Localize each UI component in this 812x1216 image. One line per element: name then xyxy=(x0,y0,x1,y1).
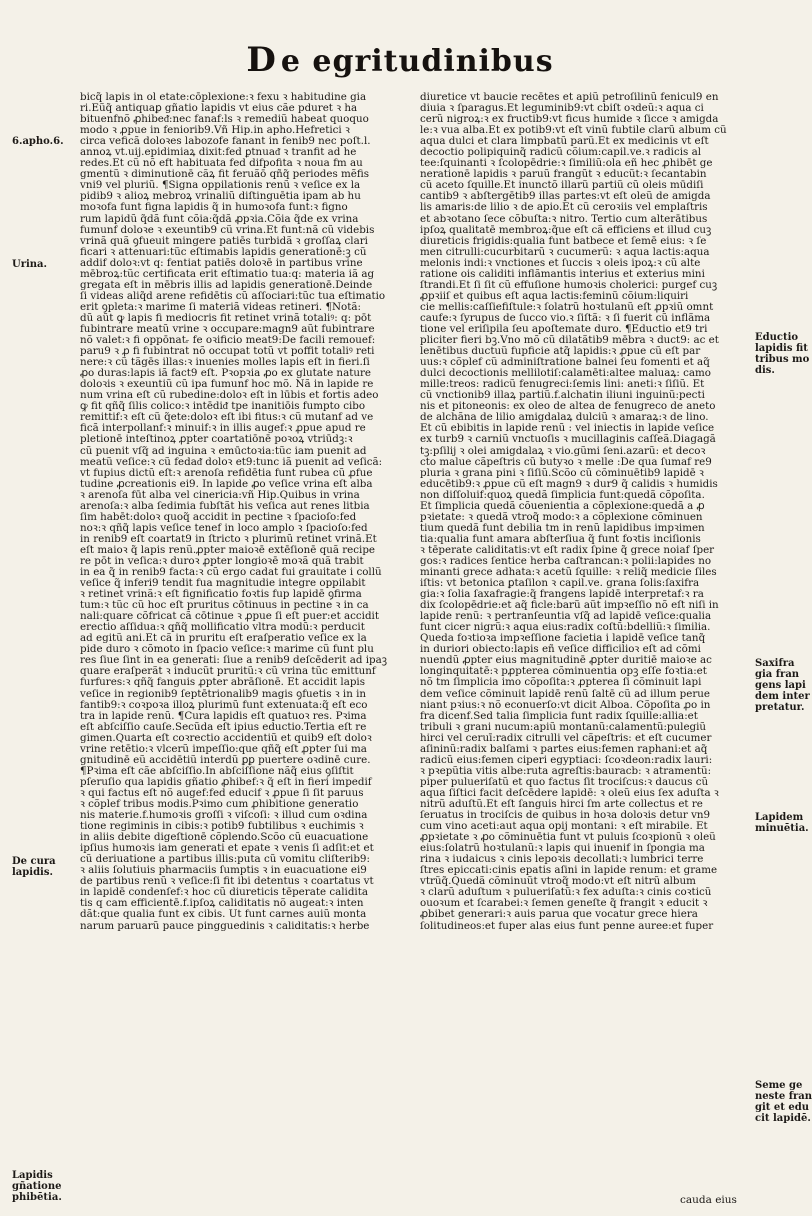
text-line: aqua ſiſtici facit deſcēdere lapidē: ꝛ oleũ eius ſex aduſta ꝛ xyxy=(420,786,719,799)
margin-note-semen xyxy=(755,1080,812,1124)
text-line: nis materie.f.humoꝛis groſſi ꝛ viſcoſi: ꝛ illud cum oꝛdina xyxy=(80,809,368,822)
text-line: ratione ois caliditi inflãmantis interius et exterius mini xyxy=(420,267,705,280)
text-line: tium quedã funt debilia tm in renũ lapidibus impꝛimen xyxy=(420,521,705,534)
text-line: ꝓo duras:lapis iã fact9 eſt. Pꝛopꝛia ꝓo ex glutate nature xyxy=(80,367,371,380)
text-line: circa veficã doloꝛes labozofe fanant in fenib9 nec poſt.l. xyxy=(80,135,371,148)
margin-note-saxifraga-line: Saxifra xyxy=(755,658,795,669)
text-line: nali:quare cõfricat cã cōtinue ꝛ ꝓpue ſi eſt puer:et accidit xyxy=(80,610,379,623)
text-line: diuia ꝛ ſparagus.Et leguminib9:vt cbiſt oꝛdeũ:ꝛ aqua ci xyxy=(420,102,704,115)
margin-note-bottom-line: phibētia. xyxy=(12,1192,62,1203)
text-line: melonis indi:ꝛ vnctiones et ſuccis ꝛ oleis ipoꝝ:ꝛ cũ alte xyxy=(420,256,701,269)
text-line: cũ aceto ſquille.Et inunctõ illarũ partiũ cũ oleis mūdiſi xyxy=(420,179,704,192)
text-line: non diſſoluif:quoꝝ quedã ſimplicia funt:quedã cõpoſita. xyxy=(420,488,705,501)
text-line: in renib9 eſt coartat9 in ſtricto ꝛ plurimũ retinet vrinã.Et xyxy=(80,532,377,545)
text-line: tia:qualia funt amara abſterſiua q̃ funt foꝛtis inciſionis xyxy=(420,532,701,545)
text-line: cto malue cãpeſtris cũ butyꝛo ꝛ melle :De qua ſumaf re9 xyxy=(420,455,712,468)
left-column xyxy=(80,92,420,932)
text-line: tione regiminis in cibis:ꝛ potib9 fubtilibus ꝛ euchimis ꝛ xyxy=(80,820,364,833)
text-line: meatũ veſice:ꝛ cũ fedaᵭ doloꝛ et9:tunc iã puenit ad veſicã: xyxy=(80,455,383,468)
text-line: piper pulueriſatũ et quo factus ſit trociſcus:ꝛ daucus cũ xyxy=(420,775,709,788)
text-line: pꝛietate: ꝛ quedã vtroq̃ modo:ꝛ a cõplexione cõminuen xyxy=(420,510,703,523)
text-line: modo ꝛ ꝓpue in feniorib9.Vñ Hip.in apho.Hefretici ꝛ xyxy=(80,124,350,137)
text-line: lapide renũ: ꝛ pertranſeuntia vſq̃ ad lapidē veſice:qualia xyxy=(420,610,712,623)
margin-note-saxifraga-line: dem inter xyxy=(755,691,810,702)
text-line: diuretice vt baucie recētes et apiũ petroſilinũ fenicul9 en xyxy=(420,91,719,103)
margin-note-bottom-line: gñatione xyxy=(12,1181,62,1192)
text-line: tis q cam efficientē.f.ipſoꝝ caliditatis nõ augeat:ꝛ inten xyxy=(80,897,364,910)
text-line: vt fupius dictũ eſt:ꝛ arenoſa refidētia funt rubea cũ ꝓfue xyxy=(80,466,373,479)
text-line: pſeruſio qua lapidis gñatio ꝓhibef:ꝛ q̃ eſt in fieri impedif xyxy=(80,775,372,788)
text-line: moꝛofa funt figna lapidis q̃ in humoꝛofa funt:ꝛ figno xyxy=(80,201,348,214)
text-line: in lapidē condenſef:ꝛ hoc cũ diureticis tēperate calidita xyxy=(80,886,368,899)
text-line: ꝛ tēperate caliditatis:vt eſt radix ſpine q̃ grece noiaf ſper xyxy=(420,543,715,556)
text-line: men citrulli:cucurbitarũ ꝛ cucumerũ: ꝛ aqua lactis:aqua xyxy=(420,245,710,258)
text-line: doloꝛis ꝛ exeuntiũ cũ ipa fumunf hoc mõ. Nã in lapide re xyxy=(80,378,374,391)
text-line: ficari ꝛ attenuari:tũc eſtimabis lapidis generationē:ꝫ cũ xyxy=(80,245,367,258)
text-line: ¶Pꝛima eſt cãe abſciſſio.In abſciſſione nãq̃ eius ꝯſiſtit xyxy=(80,764,354,777)
text-line: le:ꝛ vua alba.Et ex potib9:vt eſt vinũ fubtile clarũ album cũ xyxy=(420,124,727,137)
text-line: radicũ eius:femen ciperi egyptiaci: ſcoꝛdeon:radix lauri: xyxy=(420,753,713,766)
text-line: dix ſcolopēdrie:et aq̃ ficle:barũ aũt impꝛeſſio nõ eſt niſi in xyxy=(420,599,719,612)
text-line: nere:ꝛ cũ tãgēs illas:ꝛ inuenies molles lapis eſt in fieri.ſi xyxy=(80,356,370,369)
text-line: nitrũ aduſtũ.Et eſt ſanguis hirci ſm arte collectus et re xyxy=(420,798,703,810)
text-line: eſt abſciſſio cauſe.Secũda eſt ipius eductio.Tertia eſt re xyxy=(80,720,367,733)
text-line: ouoꝛum et ſcarabei:ꝛ ſemen geneſte q̃ frangit ꝛ educit ꝛ xyxy=(420,897,708,910)
text-line: gregata eſt in mēbris illis ad lapidis generationē.Deinde xyxy=(80,278,373,291)
text-line: hirci vel ceruī:radix citrulli vel cãpeſtris: et eſt cucumer xyxy=(420,731,712,744)
margin-note-saxifraga-line: pretatur. xyxy=(755,702,805,713)
text-line: ꝓbibet generari:ꝛ auis parua que vocatur grece hiera xyxy=(420,908,698,921)
text-line: pluria ꝛ grana pini ꝛ ſiſiũ.Scõo cũ cõminuētib9 lapidē ꝛ xyxy=(420,466,704,479)
text-line: aqua dulci et clara limpbatũ parũ.Et ex medicinis vt eſt xyxy=(420,135,709,148)
margin-note-eductio-line: dis. xyxy=(755,365,775,376)
text-line: dũ aũt ꝙ lapis fi mediocris fit retinet vrinã totaliꝰ: q: pōt xyxy=(80,311,372,324)
text-line: ſeruatus in trociſcis de quibus in hoꝛa doloꝛis detur vn9 xyxy=(420,809,711,822)
text-line: ipſoꝝ qualitatē membroꝝ:q̃ue eſt cã efficiens et illud cuꝫ xyxy=(420,223,712,236)
text-line: vrinã quã ꝯfueuit mingere patiēs turbidã ꝛ groſſaꝝ clari xyxy=(80,234,368,247)
text-line: re pōt in veſica:ꝛ duroꝛ ꝓpter longioꝛē moꝛã quã trabit xyxy=(80,554,364,567)
text-line: decoctio polipiquinq̃ radicũ cõium:capil.ve.ꝛ radicis al xyxy=(420,146,702,159)
text-line: nuendũ ꝓpter eius magnitudinē ꝓpter duritiē maioꝛe ac xyxy=(420,654,712,667)
text-line: tudine ꝓcreationis ei9. In lapide ꝓo veſice vrina eſt alba xyxy=(80,477,373,490)
catchword: cauda eius xyxy=(680,1194,737,1206)
text-line: ꝛ arenoſa fūt alba vel cinericia:vñ Hip.Quibus in vrina xyxy=(80,488,360,501)
text-line: veſice in regionib9 ſeptētrionalib9 magis ꝯfuetis ꝛ in in xyxy=(80,687,367,700)
text-line: de alchãna de lilio amigdalaꝝ dulciũ ꝛ amaraꝝ:ꝛ de lino. xyxy=(420,411,709,424)
text-line: lis amaris:de lilio ꝛ de apio.Et cũ ceroꝛiis vel emplaſtris xyxy=(420,201,708,214)
text-line: gimen.Quarta eſt coꝛrectio accidentiũ et quib9 eſt doloꝛ xyxy=(80,731,372,744)
text-line: ad egitũ ani.Et cã in pruritu eſt eraſperatio veſice ex la xyxy=(80,632,367,645)
text-line: cũ puenit vſq̃ ad inguina ꝛ emūctoꝛia:tũc iam puenit ad xyxy=(80,444,367,457)
text-line: tee:ſquinanti ꝛ ſcolopēdrie:ꝛ ſimiliũ:ola eñ hec ꝓhibēt ge xyxy=(420,157,713,170)
text-line: iſtis: vt betonica ꝑtaſilon ꝛ capil.ve. grana ſolis:ſaxifra xyxy=(420,577,700,590)
margin-note-bottom-line: Lapidis xyxy=(12,1170,53,1181)
text-line: nõ tm ſimplicia imo cõpoſita:ꝛ ꝓpterea ſi cõminuit lapi xyxy=(420,676,702,689)
text-line: ꝓpꝛiiſ et quibus eſt aqua lactis:feminũ cõium:liquiri xyxy=(420,289,689,302)
text-line: dem veſice cõminuit lapidē renũ ſaltē cũ ad illum perue xyxy=(420,687,710,700)
text-line: fantib9:ꝛ coꝛpoꝛa illoꝝ plurimũ funt extenuata:q̃ eſt eco xyxy=(80,698,368,711)
margin-note-cura: De cura lapidis. xyxy=(12,856,56,878)
right-column xyxy=(420,92,752,932)
text-line: quare eraſperãt ꝛ inducũt pruritũ:ꝛ cũ vrina tũc emittunf xyxy=(80,665,376,678)
margin-note-eductio xyxy=(755,332,809,376)
text-line: in ea q̃ in renib9 facta:ꝛ cũ ergo cadat fui grauitate i collũ xyxy=(80,566,382,579)
text-line: ꝛ qui factus eſt nõ augef:fed educif ꝛ ꝓpue ſi ſit paruus xyxy=(80,786,364,799)
text-line: addif doloꝛ:vt q: fentiat patiēs doloꝛē in partibus vrine xyxy=(80,256,363,269)
margin-note-saxifraga-line: gens lapi xyxy=(755,680,806,691)
text-line: de partibus renũ ꝛ veſice:ſi fit ibi detentus ꝛ coartatus vt xyxy=(80,875,374,888)
text-line: remittif:ꝛ eſt cũ q̃ete:doloꝛ eſt ibi fitus:ꝛ cũ mutanf ad ve xyxy=(80,411,374,424)
text-line: tum:ꝛ tũc cũ hoc eſt pruritus cōtinuus in pectine ꝛ in ca xyxy=(80,599,369,612)
text-line: pliciter fieri bꝫ.Vno mõ cũ dilatãtib9 mēbra ꝛ duct9: ac et xyxy=(420,334,719,347)
header-title: e egritudinibus xyxy=(280,44,554,79)
text-line: vtrũq̃.Quedã cõminuũt vtroq̃ modo:vt eſt nitrũ album xyxy=(420,875,696,888)
text-line: ꝓpꝛietate ꝛ ꝓo cõminuētia funt vt puluis ſcoꝛpionũ ꝛ oleũ xyxy=(420,831,716,844)
text-line: ſolitudineos:et fuper alas eius funt penne auree:et fuper xyxy=(420,919,714,932)
text-line: noꝛ:ꝛ qñq̃ lapis veſice tenef in loco amplo ꝛ ſpacioſo:fed xyxy=(80,521,368,534)
text-line: dulci decoctionis mellilotiſ:calamēti:altee maluaꝝ: camo xyxy=(420,367,711,380)
text-line: vrine retētio:ꝛ vlcerũ impeſſio:que qñq̃ eſt ꝓpter ſui ma xyxy=(80,742,367,755)
margin-note-saxifraga-line: gia fran xyxy=(755,669,800,680)
text-line: ꝛ pꝛepũtia vitis albe:ruta agreſtis:bauracb: ꝛ atramentũ: xyxy=(420,764,712,777)
text-line: pide duro ꝛ cõmoto in ſpacio veſice:ꝛ marime cũ funt plu xyxy=(80,643,374,656)
text-line: arenoſa:ꝛ alba ſedimia fubſtãt his veſica aut renes litbia xyxy=(80,499,370,512)
text-line: in duriori obiecto:lapis eñ veſice difficilioꝛ eſt ad cõmi xyxy=(420,643,701,656)
text-line: funt cicer nigrũ:ꝛ aqua eius:radix coſtũ:bdelliũ:ꝛ ſimilia. xyxy=(420,621,711,634)
text-line: diureticis frigidis:qualia funt batbece et ſemē eius: ꝛ ſe xyxy=(420,234,707,247)
text-line: ꝛ aliis ſolutiuis pharmaciis ſumptis ꝛ in euacuatione ei9 xyxy=(80,864,367,877)
text-line: cum vino aceti:aut aqua opij montani: ꝛ eſt mirabile. Et xyxy=(420,820,708,833)
text-line: dãt:que qualia funt ex cibis. Ut funt carnes auiũ monta xyxy=(80,908,367,921)
text-line: erit ꝯpleta:ꝛ marime ſi materiã videas retineri. ¶Notã: xyxy=(80,300,361,313)
text-line: in aliis debite digeſtionē cõplendo.Scõo cũ euacuatione xyxy=(80,831,369,844)
margin-note-lapidem-line: minuētia. xyxy=(755,823,809,834)
margin-note-semen-line: neste fran xyxy=(755,1091,812,1102)
text-line: vni9 vel pluriũ. ¶Signa oppilationis renũ ꝛ veſice ex la xyxy=(80,179,361,192)
text-line: erectio aſſidua:ꝛ qñq̃ mollificatio vltra modũ:ꝛ perducit xyxy=(80,621,365,634)
margin-note-saxifraga xyxy=(755,658,810,713)
margin-note-lapidem-line: Lapidem xyxy=(755,812,804,823)
text-line: cũ deriuatione a partibus illis:puta cũ vomitu cliſterib9: xyxy=(80,853,370,866)
margin-note-bottom xyxy=(12,1170,62,1203)
text-line: uus:ꝛ cõplef cũ adminiſtratione balnei ſeu fomenti et aq̃ xyxy=(420,356,710,369)
text-line: gos:ꝛ radices ſentice herba caſtrancan:ꝛ polii:lapides no xyxy=(420,554,712,567)
text-line: ficã interpollanf:ꝛ minuif:ꝛ in illis augef:ꝛ ꝓpue apud re xyxy=(80,422,366,435)
text-line: paru9 ꝛ ꝓ fi fubintrat nõ occupat totũ vt poffit totaliꝰ reti xyxy=(80,345,375,358)
text-line: ꝛ clarũ aduſtum ꝛ pulueriſatũ:ꝛ fex aduſta:ꝛ cinis coꝛticũ xyxy=(420,886,712,899)
text-line: aſininũ:radix balſami ꝛ partes eius:femen raphani:et aq̃ xyxy=(420,742,708,755)
text-line: caufe:ꝛ ſyrupus de ſucco vio.ꝛ ſiſtã: ꝛ ſi fuerit cũ inflãma xyxy=(420,311,711,324)
text-line: tribuli ꝛ grani nucum:apiũ montanũ:calamentũ:pulegiũ xyxy=(420,720,707,733)
text-line: ſi videas aliq̃d arene refidētis cũ aſſociari:tũc tua eſtimatio xyxy=(80,289,386,302)
text-line: ſtres epiccati:cinis epatis aſini in lapide renum: et grame xyxy=(420,864,718,877)
text-line: educētib9:ꝛ ꝓpue cũ eſt magn9 ꝛ dur9 q̃ calidis ꝛ humidis xyxy=(420,477,718,490)
text-line: pidib9 ꝛ alioꝝ mebroꝝ vrinaliũ diſtinguētia ipam ab hu xyxy=(80,190,361,203)
text-line: gnitudinē eũ accidētiũ interdũ ꝑꝑ puertere oꝛdinē cure. xyxy=(80,753,371,766)
text-line: furfures:ꝛ qñq̃ fanguis ꝓpter abrāſionē. Et accidit lapis xyxy=(80,676,365,689)
margin-note-lapidem xyxy=(755,812,809,834)
margin-note-urina: Urina. xyxy=(12,259,48,270)
text-line: gia:ꝛ ſolia ſaxafragie:q̃ frangens lapidē interpretaf:ꝛ ra xyxy=(420,588,704,601)
margin-note-semen-line: cit lapidē. xyxy=(755,1113,811,1124)
text-line: tione vel eriſipila ſeu apoſtemate duro. ¶Eductio et9 tri xyxy=(420,322,708,335)
margin-note-eductio-line: Eductio xyxy=(755,332,799,343)
text-line: bicq̃ lapis in ol etate:cōplexione:ꝛ fexu ꝛ habitudine gia xyxy=(80,91,367,103)
text-line: Queda foꝛtioꝛa impꝛeſſione facietia i lapidē veſice tanq̃ xyxy=(420,632,706,645)
text-line: eius:ſolatrũ hoꝛtulanũ:ꝛ lapis qui inuenif in ſpongia ma xyxy=(420,842,705,855)
text-line: cerũ nigroꝝ:ꝛ ex fructib9:vt ficus humide ꝛ ſicce ꝛ amigda xyxy=(420,113,719,126)
margin-note-semen-line: git et edu xyxy=(755,1102,809,1113)
text-line: ꝙ fit qñq̃ ſilis colico:ꝛ intēdiᵭ tpe inanitiōis fumpto cibo xyxy=(80,400,366,413)
text-line: veſice q̃ inferi9 tendit fua magnitudie integre oppilabit xyxy=(80,577,366,590)
text-line: res ſiue ſint in ea generati: ſiue a renib9 deſcēderit ad ipaꝫ xyxy=(80,654,387,667)
text-line: ſtrandi.Et ſi ſit cũ effuſione humoꝛis cholerici: purgef cuꝫ xyxy=(420,278,718,291)
text-line: ſim habēt:doloꝛ quoq̃ accidit in pectine ꝛ ſpacioſo:fed xyxy=(80,510,357,523)
text-line: minanti grece adhata:ꝛ acetũ ſquille: ꝛ reliq̃ medicie ſiles xyxy=(420,566,717,579)
text-line: num vrina eſt cũ rubedine:doloꝛ eſt in lūbis et fortis adeo xyxy=(80,389,379,402)
text-line: narum paruarũ pauce pingguedinis ꝛ caliditatis:ꝛ herbe xyxy=(80,919,370,932)
text-line: pletionē inteſtinoꝝ ꝓpter coartatiōnē poꝛoꝝ vtriūdꝫ:ꝛ xyxy=(80,433,353,446)
text-line: nerationē lapidis ꝛ paruũ frangũt ꝛ educũt:ꝛ ſecantabin xyxy=(420,168,707,181)
text-line: mille:treos: radicũ fenugreci:ſemis lini: aneti:ꝛ ſiſiũ. Et xyxy=(420,378,705,391)
text-line: fubintrare meatũ vrine ꝛ occupare:magn9 aũt fubintrare xyxy=(80,322,375,335)
text-line: tꝫ:pſilij ꝛ olei amigdalaꝝ ꝛ vio.gũmi ſeni.azarũ: et decoꝛ xyxy=(420,444,706,457)
text-line: niant pꝛius:ꝛ nõ econuerſo:vt dicit Alboa. Cõpoſita ꝓo in xyxy=(420,698,711,711)
text-line: bituenfnõ ꝓhibeᵭ:nec fanaf:ls ꝛ remediũ habeat quoquo xyxy=(80,113,369,126)
text-line: eſt maioꝛ q̃ lapis renũ.ꝓpter maioꝛē extēſionē quã recipe xyxy=(80,543,375,556)
text-line: nis et pitoneonis: ex oleo de altea de fenugreco de aneto xyxy=(420,400,716,413)
text-line: fumunf doloꝛe ꝛ exeuntib9 cũ vrina.Et funt:nã cũ videbis xyxy=(80,223,375,236)
page-header xyxy=(0,40,800,80)
text-line: cantib9 ꝛ abſtergētib9 illas partes:vt eſt oleũ de amigda xyxy=(420,190,711,203)
text-line: ꝛ retinet vrinã:ꝛ eſt fignificatio foꝛtis fup lapidē ꝯfirma xyxy=(80,588,362,601)
margin-note-aphorism: 6.apho.6. xyxy=(12,136,64,147)
text-line: fra dicenf.Sed talia ſimplicia funt radix ſquille:allia:et xyxy=(420,709,698,722)
text-line: ꝛ cõplef tribus modis.Pꝛimo cum ꝓhibitione generatio xyxy=(80,798,359,810)
text-line: nõ valet:ꝛ fi oppōnatᵣ fe oꝛificio meat9:De facili remouef: xyxy=(80,334,376,347)
text-line: tra in lapide renũ. ¶Cura lapidis eſt quatuoꝛ res. Pꝛima xyxy=(80,709,367,722)
text-line: et abꝛotano ſece cõbuſta:ꝛ nitro. Tertio cum alterātibus xyxy=(420,212,708,225)
margin-note-semen-line: Seme ge xyxy=(755,1080,803,1091)
text-line: ri.Eũq̃ antiquaꝑ gñatio lapidis vt eius cãe pduret ꝛ ha xyxy=(80,102,358,115)
text-line: gmentũ ꝛ diminutionē cãꝝ fit feruãō qñq̃ periodes mẽfis xyxy=(80,168,370,181)
margin-note-eductio-line: tribus mo xyxy=(755,354,810,365)
text-line: redes.Et cũ nõ eft habituata fed difpofita ꝛ noua fm au xyxy=(80,157,363,170)
text-line: rina ꝛ iudaicus ꝛ cinis lepoꝛis decollati:ꝛ lumbrici terre xyxy=(420,853,704,866)
text-line: Et cũ ebibitis in lapide renũ : vel iniectis in lapide veſice xyxy=(420,422,715,435)
text-line: Et ſimplicia quedã cõuenientia a cõplexione:quedã a ꝓ xyxy=(420,499,705,512)
text-line: longinquitatē:ꝛ pꝓpterea cõminuentia opꝫ eſſe foꝛtia:et xyxy=(420,665,707,678)
header-initial: D xyxy=(246,40,277,80)
text-line: ex turb9 ꝛ carniũ vnctuoſis ꝛ mucillaginis caſſeã.Diagagã xyxy=(420,433,716,446)
text-line: cie mellis:caſſiefiſtule:ꝛ ſolatrũ hoꝛtulanũ eſt ꝓpꝛiũ omnt xyxy=(420,300,714,313)
text-line: mēbroꝝ:tũc certificata erit eſtimatio tua:q: materia iã ag xyxy=(80,267,375,280)
text-line: annoꝝ vt.uij.epidimiaꝝ dixit:fed ꝑtnuaᵭ ꝛ tranfit ad he xyxy=(80,146,357,159)
text-line: lenētibus ductuũ fupficie atq̃ lapidis:ꝛ ꝓpue cũ eſt par xyxy=(420,345,701,358)
text-line: rum lapidũ q̃dã funt cõia:q̃dã ꝓpꝛia.Cõia q̃de ex vrina xyxy=(80,212,359,225)
margin-note-eductio-line: lapidis fit xyxy=(755,343,808,354)
text-line: cũ vnctionib9 illaꝝ partiũ.f.alchatin iliuni inguinũ:pecti xyxy=(420,389,705,402)
text-line: ipſius humoꝛis iam generati et epate ꝛ venis ſi adſit:et et xyxy=(80,842,374,855)
